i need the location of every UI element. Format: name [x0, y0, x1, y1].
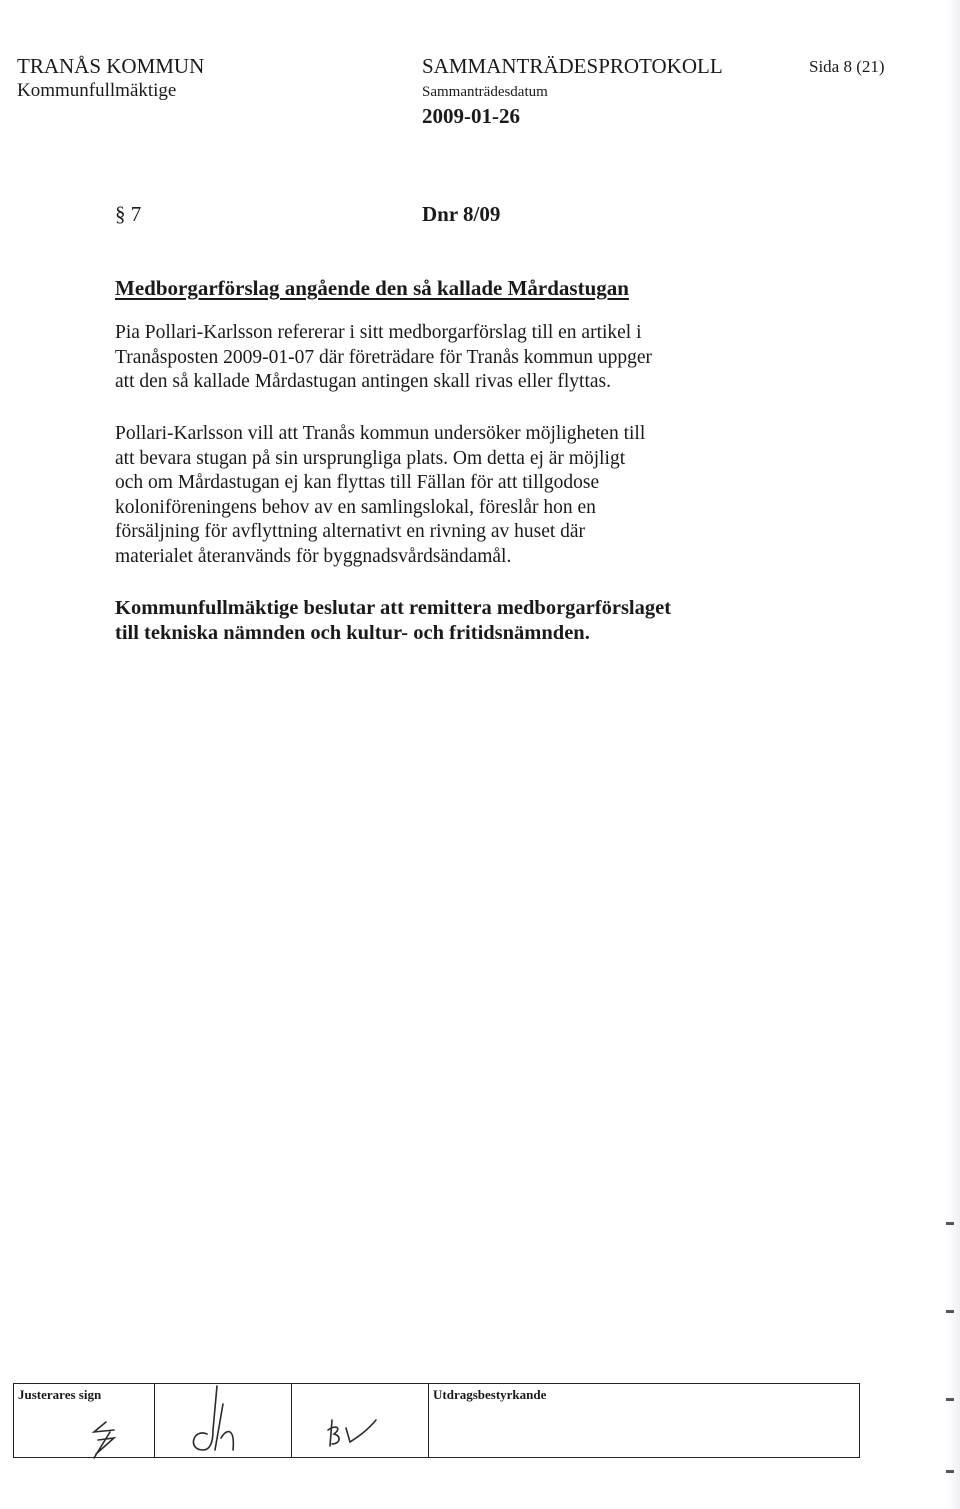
scan-edge [946, 0, 960, 1509]
date-label: Sammanträdesdatum [422, 84, 548, 100]
text-line: försäljning för avflyttning alternativt en rivning av huset där [115, 521, 586, 542]
signature-cell-3 [292, 1384, 429, 1458]
paragraph-number: § 7 [115, 202, 142, 226]
page-number: Sida 8 (21) [809, 57, 885, 76]
text-line: materialet återanvänds för byggnadsvårdsändamål. [115, 545, 512, 567]
signers-label: Justerares sign [18, 1387, 102, 1402]
signature-initials-2 [155, 1384, 291, 1459]
scan-mark [946, 1398, 954, 1401]
text-line: att bevara stugan på sin ursprungliga plats. Om detta ej är möjligt [115, 447, 626, 469]
certification-cell [429, 1384, 860, 1458]
signature-initials-1 [14, 1384, 154, 1459]
text-line: och om Mårdastugan ej kan flyttas till Fällan för att tillgodose [115, 472, 600, 493]
signature-initials-3 [292, 1384, 428, 1459]
meeting-date: 2009-01-26 [422, 104, 520, 128]
paragraph-background [115, 321, 755, 395]
document-type: SAMMANTRÄDESPROTOKOLL [422, 54, 723, 78]
text-line: Pollari-Karlsson vill att Tranås kommun undersöker möjligheten till [115, 423, 646, 444]
decision-paragraph [115, 596, 755, 646]
text-line: Tranåsposten 2009-01-07 där företrädare för Tranås kommun uppger [115, 346, 653, 368]
scan-mark [946, 1222, 954, 1225]
signature-cell-1 [14, 1384, 155, 1458]
item-heading: Medborgarförslag angående den så kallade Mårdastugan [115, 276, 629, 300]
certification-label: Utdragsbestyrkande [433, 1387, 547, 1402]
text-line: att den så kallade Mårdastugan antingen skall rivas eller flyttas. [115, 371, 612, 392]
text-line: Pia Pollari-Karlsson refererar i sitt medborgarförslag till en artikel i [115, 322, 642, 343]
body-name: Kommunfullmäktige [17, 80, 177, 101]
signature-cell-2 [155, 1384, 292, 1458]
paragraph-proposal [115, 422, 755, 569]
text-line: till tekniska nämnden och kultur- och fritidsnämnden. [115, 622, 590, 644]
organization-name: TRANÅS KOMMUN [17, 54, 205, 78]
scan-mark [946, 1470, 954, 1473]
registration-number: Dnr 8/09 [422, 202, 501, 226]
scan-mark [946, 1310, 954, 1313]
text-line: Kommunfullmäktige beslutar att remittera medborgarförslaget [115, 597, 672, 619]
signature-table [13, 1383, 860, 1458]
text-line: koloniföreningens behov av en samlingslokal, föreslår hon en [115, 496, 596, 518]
